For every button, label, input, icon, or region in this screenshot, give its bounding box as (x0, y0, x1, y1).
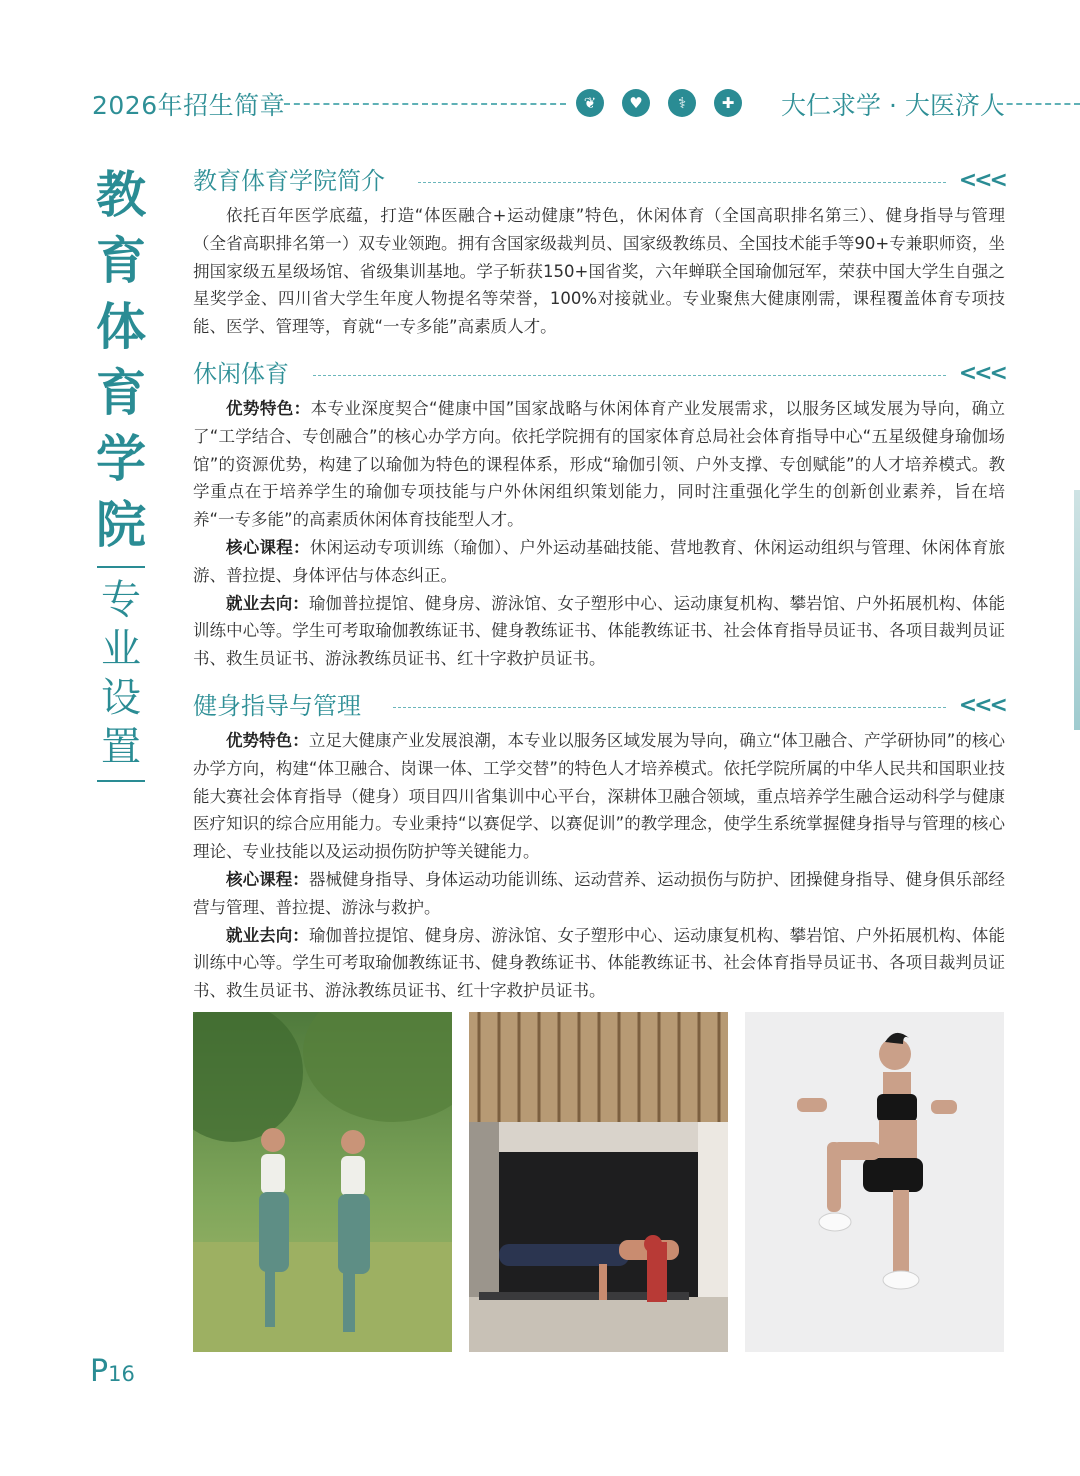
chevrons-left-icon: <<< (958, 361, 1005, 386)
section-title: 休闲体育 (193, 360, 289, 388)
leaf-icon: ❦ (576, 89, 604, 117)
employment-paragraph (193, 590, 1005, 673)
page-number: P16 (90, 1354, 135, 1389)
photo-row (193, 1012, 1004, 1352)
section-divider (418, 182, 946, 183)
header-icon-group (576, 89, 742, 117)
school-motto: 大仁求学 · 大医济人 (781, 91, 1005, 120)
stethoscope-icon: ⚕ (668, 89, 696, 117)
core-courses-paragraph (193, 866, 1005, 922)
college-name: 教育体育学院 (96, 165, 146, 554)
title-divider-top (97, 566, 145, 568)
core-courses-text: 休闲运动专项训练（瑜伽）、户外运动基础技能、营地教育、休闲运动组织与管理、休闲体育旅游、普拉提、身体评估与体态纠正。 (193, 537, 1006, 585)
employment-paragraph (193, 922, 1005, 1005)
heart-pulse-icon: ♥ (622, 89, 650, 117)
studio-fitness-photo (745, 1012, 1004, 1352)
advantage-label: 优势特色： (226, 731, 309, 750)
chevrons-left-icon: <<< (958, 693, 1005, 718)
section-header (193, 689, 1005, 723)
section-title: 教育体育学院简介 (193, 167, 385, 195)
employment-label: 就业去向： (226, 925, 309, 945)
intro-paragraph: 依托百年医学底蕴，打造“体医融合+运动健康”特色，休闲体育（全国高职排名第三）、健身指导与管理（全省高职排名第一）双专业领跑。拥有含国家级裁判员、国家级教练员、全国技术能手等90+专兼职师资，坐拥国家级五星级场馆、省级集训基地。学子斩获150+国省奖，六年蝉联全国瑜伽冠军，荣获中国大学生自强之星奖学金、四川省大学生年度人物提名等荣誉，100%对接就业。专业聚焦大健康刚需，课程覆盖体育专项技能、医学、管理等，育就“一专多能”高素质人才。 (193, 206, 1005, 337)
section-divider (313, 375, 946, 376)
advantage-text: 本专业深度契合“健康中国”国家战略与休闲体育产业发展需求，以服务区域发展为导向，确立了“工学结合、专创融合”的核心办学方向。依托学院拥有的国家体育总局社会体育指导中心“五星级健身瑜伽场馆”的资源优势，构建了以瑜伽为特色的课程体系，形成“瑜伽引领、户外支撑、专创赋能”的人才培养模式。教学重点在于培养学生的瑜伽专项技能与户外休闲组织策划能力，同时注重强化学生的创新创业素养，旨在培养“一专多能”的高素质休闲体育技能型人才。 (193, 399, 1005, 530)
advantage-paragraph (193, 395, 1005, 534)
advantage-text: 立足大健康产业发展浪潮，本专业以服务区域发展为导向，确立“体卫融合、产学研协同”的核心办学方向，构建“体卫融合、岗课一体、工学交替”的特色人才培养模式。依托学院所属的中华人民共和国职业技能大赛社会体育指导（健身）项目四川省集训中心平台，深耕体卫融合领域，重点培养学生融合运动科学与健康医疗知识的综合应用能力。专业秉持“以赛促学、以赛促训”的教学理念，使学生系统掌握健身指导与管理的核心理论、专业技能以及运动损伤防护等关键能力。 (193, 731, 1005, 862)
advantage-label: 优势特色： (226, 399, 311, 418)
employment-text: 瑜伽普拉提馆、健身房、游泳馆、女子塑形中心、运动康复机构、攀岩馆、户外拓展机构、体能训练中心等。学生可考取瑜伽教练证书、健身教练证书、体能教练证书、社会体育指导员证书、各项目裁判员证书、救生员证书、游泳教练员证书、红十字救护员证书。 (193, 925, 1006, 1001)
employment-label: 就业去向： (226, 593, 309, 613)
section-subtitle: 专业设置 (101, 577, 141, 770)
section-divider (393, 707, 946, 708)
header-divider-right (997, 103, 1080, 105)
section-intro (193, 164, 1005, 341)
title-divider-bottom (97, 780, 145, 782)
advantage-paragraph (193, 727, 1005, 866)
core-courses-label: 核心课程： (226, 537, 310, 557)
section-fitness-guidance (193, 689, 1005, 1005)
corridor-training-photo (469, 1012, 728, 1352)
section-leisure-sports (193, 357, 1005, 673)
section-header (193, 357, 1005, 391)
section-header (193, 164, 1005, 198)
medical-cross-icon: ✚ (714, 89, 742, 117)
section-title: 健身指导与管理 (193, 692, 361, 720)
core-courses-label: 核心课程： (226, 869, 309, 889)
brochure-title: 2026年招生简章 (92, 91, 286, 120)
header-divider (284, 103, 566, 105)
core-courses-paragraph (193, 534, 1005, 590)
outdoor-yoga-photo (193, 1012, 452, 1352)
page-edge-tab (1074, 490, 1080, 730)
vertical-title (90, 162, 152, 790)
chevrons-left-icon: <<< (958, 168, 1005, 193)
employment-text: 瑜伽普拉提馆、健身房、游泳馆、女子塑形中心、运动康复机构、攀岩馆、户外拓展机构、体能训练中心等。学生可考取瑜伽教练证书、健身教练证书、体能教练证书、社会体育指导员证书、各项目裁判员证书、救生员证书、游泳教练员证书、红十字救护员证书。 (193, 593, 1006, 669)
core-courses-text: 器械健身指导、身体运动功能训练、运动营养、运动损伤与防护、团操健身指导、健身俱乐部经营与管理、普拉提、游泳与救护。 (193, 869, 1006, 917)
